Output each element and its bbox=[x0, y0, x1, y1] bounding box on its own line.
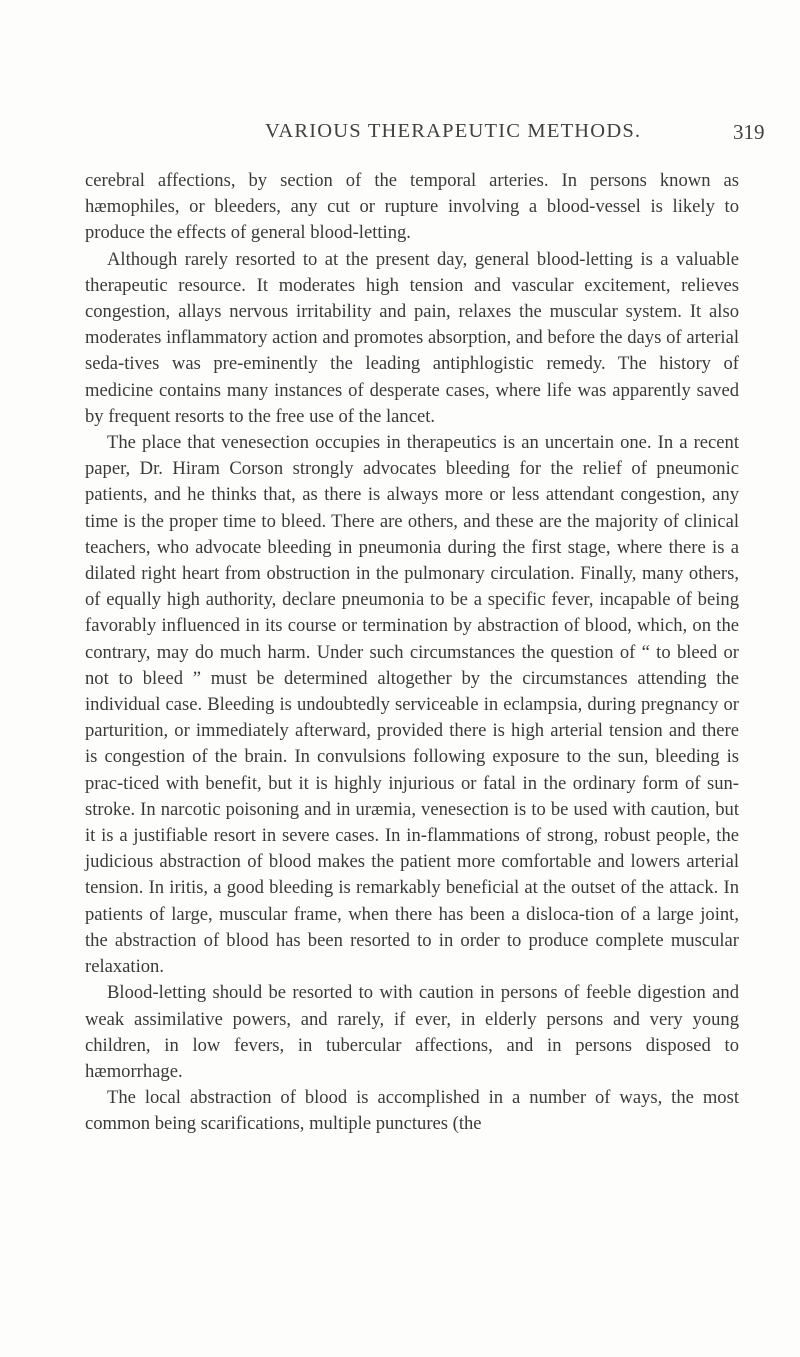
running-title: VARIOUS THERAPEUTIC METHODS. bbox=[265, 120, 642, 142]
paragraph-general-bloodletting: Although rarely resorted to at the present day, general blood-letting is a valuable therapeutic resource. It moderates high tension and vascular excitement, relieves congestion, allays nervous irritability and pain, relaxes the muscular system. It also moderates inflammatory action and promotes absorption, and before the days of arterial seda-tives was pre-eminently the leading antiphlogistic remedy. The history of medicine contains many instances of desperate cases, where life was apparently saved by frequent resorts to the free use of the lancet. bbox=[85, 248, 739, 427]
paragraph-venesection-place: The place that venesection occupies in therapeutics is an uncertain one. In a recent paper, Dr. Hiram Corson strongly advocates bleeding for the relief of pneumonic patients, and he thinks that, as there is always more or less attendant congestion, any time is the proper time to bleed. There are others, and these are the majority of clinical teachers, who advocate bleeding in pneumonia during the first stage, where there is a dilated right heart from obstruction in the pulmonary circulation. Finally, many others, of equally high authority, declare pneumonia to be a specific fever, incapable of being favorably influenced in its course or termination by abstraction of blood, which, on the contrary, may do much harm. Under such circumstances the question of “ to bleed or not to bleed ” must be determined altogether by the circumstances attending the individual case. Bleeding is undoubtedly serviceable in eclampsia, during pregnancy or parturition, or immediately afterward, provided there is high arterial tension and there is congestion of the brain. In convulsions following exposure to the sun, bleeding is prac-ticed with benefit, but it is highly injurious or fatal in the ordinary form of sun-stroke. In narcotic poisoning and in uræmia, venesection is to be used with caution, but it is a justifiable resort in severe cases. In in-flammations of strong, robust people, the judicious abstraction of blood makes the patient more comfortable and lowers arterial tension. In iritis, a good bleeding is remarkably beneficial at the outset of the attack. In patients of large, muscular frame, when there has been a disloca-tion of a large joint, the abstraction of blood has been resorted to in order to produce complete muscular relaxation. bbox=[85, 432, 739, 978]
running-head bbox=[0, 120, 800, 150]
page-number: 319 bbox=[733, 120, 765, 144]
paragraph-bloodletting-caution: Blood-letting should be resorted to with caution in persons of feeble digestion and weak assimilative powers, and rarely, if ever, in elderly persons and very young children, in low fevers, in tubercular affections, and in persons disposed to hæmorrhage. bbox=[85, 982, 739, 1082]
body-text bbox=[85, 168, 739, 1138]
paragraph-local-abstraction: The local abstraction of blood is accomplished in a number of ways, the most common being scarifications, multiple punctures (the bbox=[85, 1087, 739, 1135]
paragraph-continuation: cerebral affections, by section of the temporal arteries. In persons known as hæmophiles, or bleeders, any cut or rupture involving a blood-vessel is likely to produce the effects of general blood-letting. bbox=[85, 170, 739, 244]
